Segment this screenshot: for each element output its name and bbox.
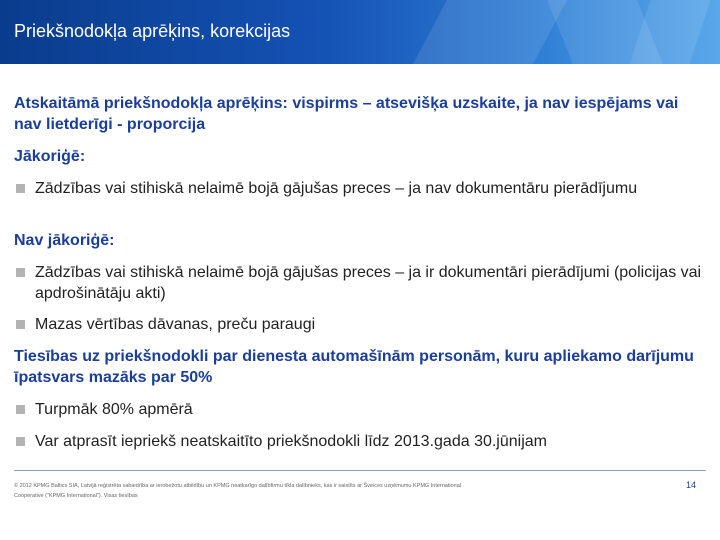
list-item-text: Zādzības vai stihiskā nelaimē bojā gājušas preces – ja nav dokumentāru pierādījumu [35,180,638,197]
list-item-text: Var atprasīt iepriekš neatskaitīto priekšnodokli līdz 2013.gada 30.jūnijam [35,433,547,450]
page-number: 14 [686,480,697,490]
slide-title: Priekšnodokļa aprēķins, korekcijas [14,21,291,41]
bullet-icon [16,184,25,193]
bullet-icon [16,320,25,329]
vehicles-heading: Tiesības uz priekšnodokli par dienesta automašīnām personām, kuru apliekamo darījumu īpatsvars mazāks par 50% [14,348,694,386]
not-required-heading: Nav jākoriģē: [14,232,115,249]
list-item-text: Mazas vērtības dāvanas, preču paraugi [35,316,316,333]
footer-divider [14,470,706,471]
list-item-text: Zādzības vai stihiskā nelaimē bojā gājušas preces – ja ir dokumentāri pierādījumi (policijas vai apdrošinātāju akti) [35,264,702,302]
intro-text: Atskaitāmā priekšnodokļa aprēķins: vispirms – atsevišķa uzskaite, ja nav iespējams vai nav lietderīgi - proporcija [14,95,679,133]
bullet-icon [16,268,25,277]
list-item-text: Turpmāk 80% apmērā [35,401,193,418]
bullet-icon [16,405,25,414]
bullet-icon [16,437,25,446]
title-bar-facet [630,0,711,64]
title-bar-facet [413,0,567,64]
title-bar [0,0,720,64]
required-heading: Jākoriģē: [14,148,86,165]
footer-copyright: © 2012 KPMG Baltics SIA, Latvijā reģistrēta sabiedrība ar ierobežotu atbildību un KPMG neatkarīgo dalībfirmu tīkla dalībnieks, kas ir saistīts ar Šveices uzņēmumu KPMG International Cooperative ("KPMG International"). Visas tiesības [14,483,462,499]
